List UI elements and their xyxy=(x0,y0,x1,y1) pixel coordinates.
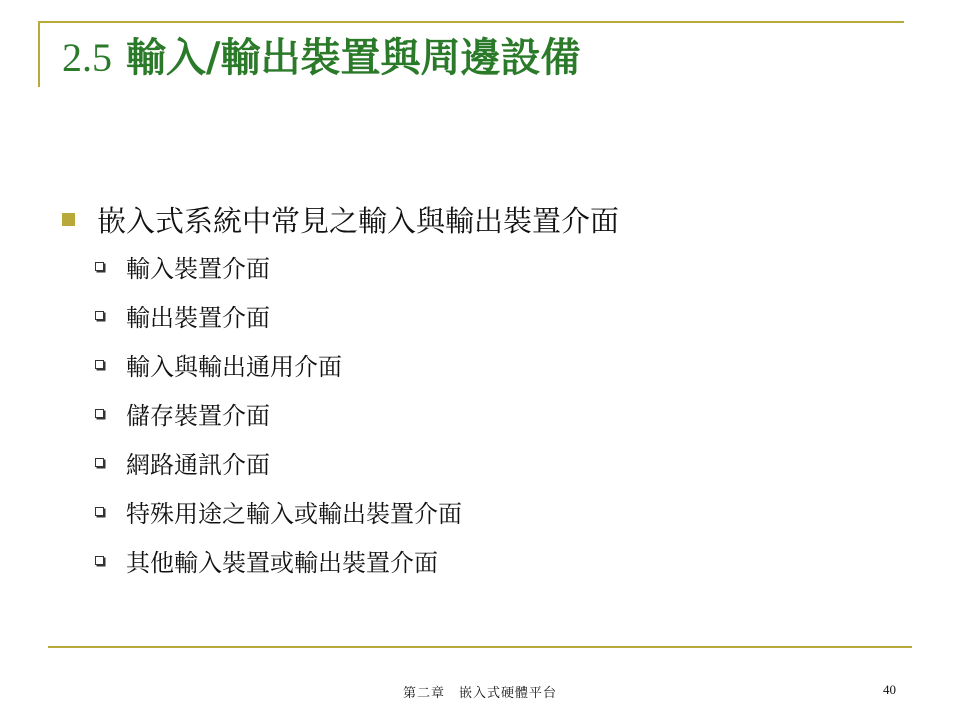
hollow-square-bullet-icon xyxy=(95,311,104,320)
main-bullet xyxy=(62,196,922,242)
sub-bullet xyxy=(95,536,922,585)
frame-left-line xyxy=(38,21,40,87)
hollow-square-bullet-icon xyxy=(95,262,104,271)
hollow-square-bullet-icon xyxy=(95,409,104,418)
slide-title xyxy=(62,30,581,86)
square-bullet-icon xyxy=(62,213,75,226)
sub-bullet xyxy=(95,487,922,536)
sub-bullet-text: 輸入與輸出通用介面 xyxy=(126,353,342,381)
sub-bullet-text: 特殊用途之輸入或輸出裝置介面 xyxy=(126,500,462,528)
title-number: 2.5 xyxy=(62,35,112,80)
sub-bullet xyxy=(95,242,922,291)
sub-bullet-text: 輸入裝置介面 xyxy=(126,255,270,283)
sub-bullet-text: 儲存裝置介面 xyxy=(126,402,270,430)
main-bullet-text: 嵌入式系統中常見之輸入與輸出裝置介面 xyxy=(97,203,620,238)
frame-top-line xyxy=(38,21,904,23)
footer-chapter: 第二章 嵌入式硬體平台 xyxy=(402,686,557,701)
sub-bullet-text: 輸出裝置介面 xyxy=(126,304,270,332)
sub-bullet-text: 其他輸入裝置或輸出裝置介面 xyxy=(126,549,438,577)
sub-bullet-text: 網路通訊介面 xyxy=(126,451,270,479)
sub-bullet xyxy=(95,389,922,438)
hollow-square-bullet-icon xyxy=(95,360,104,369)
sub-bullet xyxy=(95,438,922,487)
footer-line xyxy=(48,646,912,648)
title-text: 輸入/輸出裝置與周邊設備 xyxy=(125,34,581,81)
page-number: 40 xyxy=(883,682,896,697)
hollow-square-bullet-icon xyxy=(95,458,104,467)
hollow-square-bullet-icon xyxy=(95,507,104,516)
bullet-list xyxy=(62,196,922,585)
sub-bullet xyxy=(95,340,922,389)
sub-bullet xyxy=(95,291,922,340)
hollow-square-bullet-icon xyxy=(95,556,104,565)
